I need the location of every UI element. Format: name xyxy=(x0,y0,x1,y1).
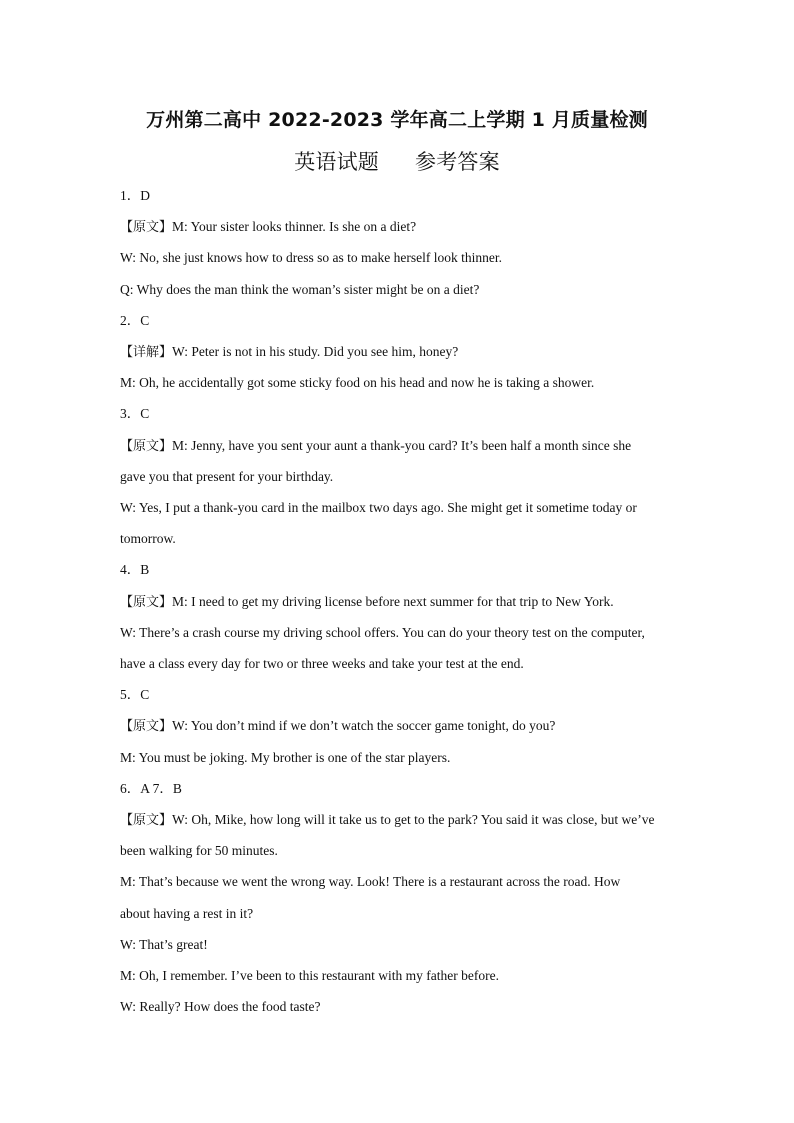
text-line xyxy=(120,811,654,830)
line-text: W: Yes, I put a thank-you card in the mailbox two days ago. She might get it sometime today or xyxy=(120,500,637,515)
line-text: W: Oh, Mike, how long will it take us to get to the park? You said it was close, but we’ve xyxy=(172,812,655,827)
text-line xyxy=(120,905,253,923)
line-tag: 【原文】 xyxy=(120,594,173,610)
line-tag: 【原文】 xyxy=(120,813,173,828)
line-text: 6．A 7．B xyxy=(120,780,182,796)
line-tag: 【原文】 xyxy=(120,220,173,236)
text-line xyxy=(120,593,614,612)
text-line xyxy=(120,967,499,985)
text-line xyxy=(120,686,149,704)
line-tag: 【详解】 xyxy=(120,345,173,360)
line-text: W: That’s great! xyxy=(120,936,208,952)
text-line xyxy=(120,281,479,299)
line-tag: 【原文】 xyxy=(120,438,173,454)
line-text: W: No, she just knows how to dress so as to make herself look thinner. xyxy=(120,250,502,266)
text-line xyxy=(120,312,149,330)
text-line xyxy=(120,624,645,642)
line-text: M: Your sister looks thinner. Is she on a diet? xyxy=(172,219,417,235)
line-text: 1．D xyxy=(120,188,150,203)
line-text: M: Jenny, have you sent your aunt a thank-you card? It’s been half a month since she xyxy=(172,437,632,453)
line-text: M: You must be joking. My brother is one of the star players. xyxy=(120,749,451,765)
subtitle-answer-key: 参考答案 xyxy=(415,150,500,174)
line-text: 3．C xyxy=(120,406,150,422)
line-text: 4．B xyxy=(120,562,150,578)
text-line xyxy=(120,405,149,423)
line-text: M: Oh, he accidentally got some sticky food on his head and now he is taking a shower. xyxy=(120,375,595,391)
line-text: M: Oh, I remember. I’ve been to this restaurant with my father before. xyxy=(120,968,499,983)
line-tag: 【原文】 xyxy=(120,719,173,735)
text-line xyxy=(120,873,620,891)
text-line xyxy=(120,218,416,237)
text-line xyxy=(120,780,182,798)
line-text: W: There’s a crash course my driving school offers. You can do your theory test on the computer, xyxy=(120,624,645,640)
line-text: Q: Why does the man think the woman’s sister might be on a diet? xyxy=(120,281,480,297)
line-text: W: You don’t mind if we don’t watch the soccer game tonight, do you? xyxy=(172,718,556,734)
text-line xyxy=(120,936,208,954)
text-line xyxy=(120,374,594,392)
line-text: have a class every day for two or three weeks and take your test at the end. xyxy=(120,656,524,671)
line-text: W: Peter is not in his study. Did you see him, honey? xyxy=(172,344,459,359)
text-line xyxy=(120,561,149,579)
line-text: 2．C xyxy=(120,312,150,328)
text-line xyxy=(120,187,150,205)
line-text: M: I need to get my driving license before next summer for that trip to New York. xyxy=(172,593,614,609)
text-line xyxy=(120,499,637,517)
line-text: been walking for 50 minutes. xyxy=(120,843,278,859)
text-line xyxy=(120,468,333,486)
line-text: gave you that present for your birthday. xyxy=(120,468,334,484)
subtitle-subject: 英语试题 xyxy=(294,150,379,174)
text-line xyxy=(120,343,458,362)
text-line xyxy=(120,655,524,673)
text-line xyxy=(120,437,631,456)
text-line xyxy=(120,717,555,736)
document-subtitle xyxy=(0,146,794,176)
document-title: 万州第二高中 2022-2023 学年高二上学期 1 月质量检测 xyxy=(146,109,648,131)
line-text: about having a rest in it? xyxy=(120,905,254,921)
line-text: tomorrow. xyxy=(120,531,176,547)
line-text: 5．C xyxy=(120,687,150,703)
line-text: W: Really? How does the food taste? xyxy=(120,999,321,1015)
text-line xyxy=(120,842,278,860)
line-text: M: That’s because we went the wrong way. Look! There is a restaurant across the road. How xyxy=(120,874,621,890)
text-line xyxy=(120,530,176,548)
text-line xyxy=(120,998,320,1016)
text-line xyxy=(120,249,502,267)
text-line xyxy=(120,749,450,767)
